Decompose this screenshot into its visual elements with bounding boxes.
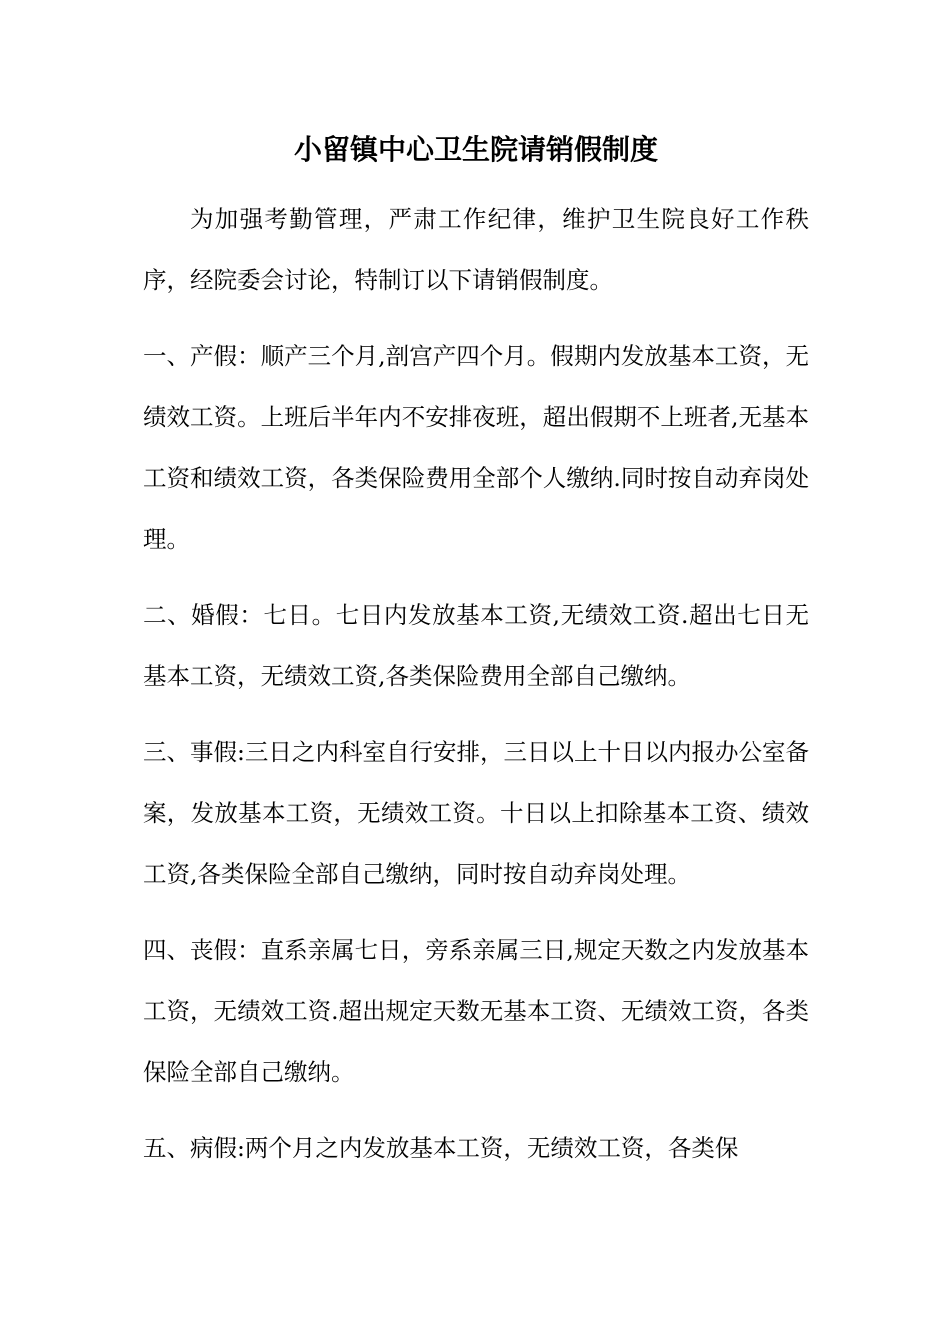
clause-personal-leave: 三、事假:三日之内科室自行安排，三日以上十日以内报办公室备案，发放基本工资，无绩效工资。十日以上扣除基本工资、绩效工资,各类保险全部自己缴纳，同时按自动弃岗处理。	[143, 738, 809, 888]
document-title: 小留镇中心卫生院请销假制度	[293, 133, 658, 166]
document-body	[143, 128, 809, 1179]
intro-paragraph: 为加强考勤管理，严肃工作纪律，维护卫生院良好工作秩序，经院委会讨论，特制订以下请销假制度。	[143, 205, 809, 294]
clause-marriage-leave: 二、婚假：七日。七日内发放基本工资,无绩效工资.超出七日无基本工资，无绩效工资,各类保险费用全部自己缴纳。	[143, 601, 809, 690]
clause-sick-leave: 五、病假:两个月之内发放基本工资，无绩效工资，各类保	[143, 1134, 739, 1162]
clause-maternity-leave: 一、产假：顺产三个月,剖宫产四个月。假期内发放基本工资，无绩效工资。上班后半年内不安排夜班，超出假期不上班者,无基本工资和绩效工资，各类保险费用全部个人缴纳.同时按自动弃岗处理。	[143, 342, 809, 553]
clause-bereavement-leave: 四、丧假：直系亲属七日，旁系亲属三日,规定天数之内发放基本工资，无绩效工资.超出规定天数无基本工资、无绩效工资，各类保险全部自己缴纳。	[143, 936, 809, 1086]
